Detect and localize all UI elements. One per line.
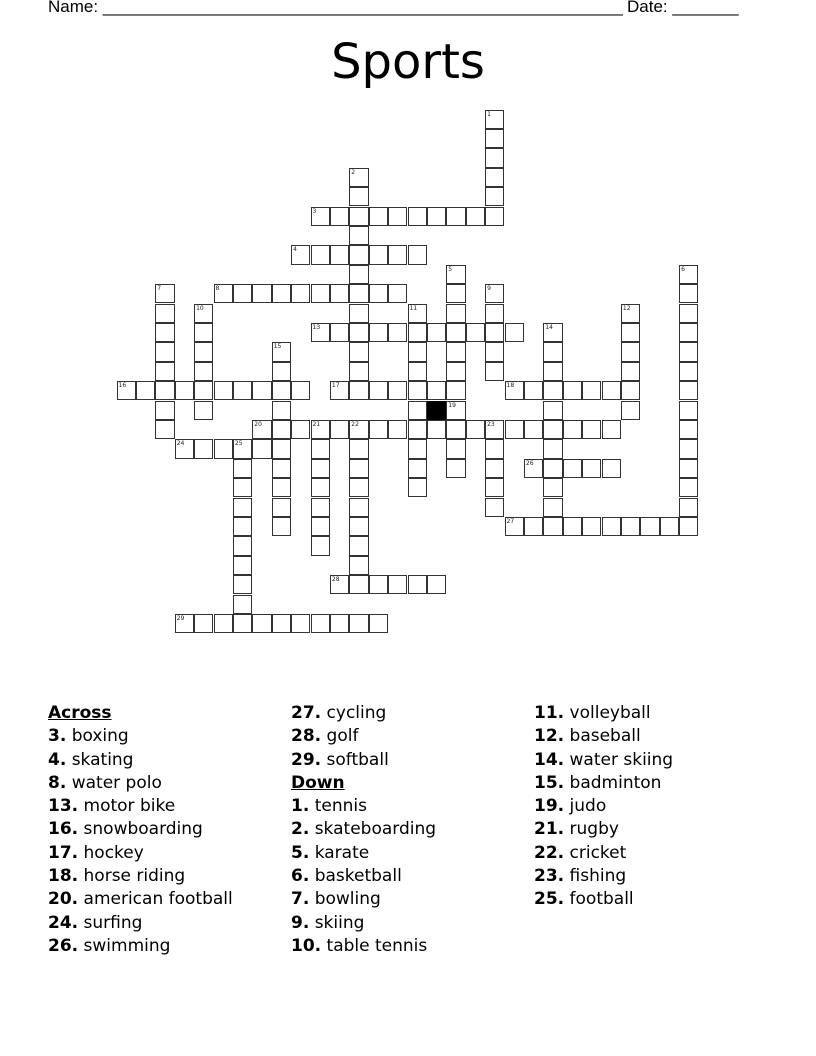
grid-cell[interactable] xyxy=(214,614,233,633)
grid-cell[interactable] xyxy=(233,536,252,555)
grid-cell[interactable] xyxy=(408,323,427,342)
grid-cell[interactable] xyxy=(369,284,388,303)
grid-cell[interactable] xyxy=(349,614,368,633)
grid-cell[interactable] xyxy=(291,245,310,264)
grid-cell[interactable] xyxy=(311,536,330,555)
grid-cell[interactable] xyxy=(311,439,330,458)
grid-cell[interactable] xyxy=(427,323,446,342)
name-blank[interactable]: _______________________________________________________ xyxy=(98,0,623,16)
grid-cell[interactable] xyxy=(272,362,291,381)
clue-item: 10. table tennis xyxy=(291,935,428,956)
grid-cell[interactable] xyxy=(388,381,407,400)
grid-cell[interactable] xyxy=(408,575,427,594)
grid-cell[interactable] xyxy=(252,381,271,400)
grid-cell[interactable] xyxy=(233,575,252,594)
grid-cell[interactable] xyxy=(311,323,330,342)
grid-cell[interactable] xyxy=(543,420,562,439)
grid-cell[interactable] xyxy=(214,381,233,400)
grid-cell[interactable] xyxy=(233,459,252,478)
across-heading: Across xyxy=(48,703,112,723)
grid-cell[interactable] xyxy=(349,517,368,536)
date-blank[interactable]: _______ xyxy=(667,0,739,16)
clue-item: 2. skateboarding xyxy=(291,819,437,840)
grid-cell[interactable] xyxy=(233,439,252,458)
grid-cell[interactable] xyxy=(543,381,562,400)
cell-number: 23 xyxy=(487,420,495,428)
grid-cell[interactable] xyxy=(369,575,388,594)
grid-cell[interactable] xyxy=(214,439,233,458)
grid-cell[interactable] xyxy=(621,323,640,342)
grid-cell[interactable] xyxy=(446,362,465,381)
grid-cell[interactable] xyxy=(272,478,291,497)
grid-cell[interactable] xyxy=(679,284,698,303)
grid-cell[interactable] xyxy=(408,439,427,458)
clue-item: 16. snowboarding xyxy=(48,819,203,840)
clue-item: 22. cricket xyxy=(534,842,627,863)
grid-cell[interactable] xyxy=(349,459,368,478)
grid-cell[interactable] xyxy=(349,478,368,497)
grid-cell[interactable] xyxy=(446,342,465,361)
grid-cell[interactable] xyxy=(349,381,368,400)
grid-cell[interactable] xyxy=(543,498,562,517)
grid-cell[interactable] xyxy=(485,342,504,361)
grid-cell[interactable] xyxy=(543,459,562,478)
grid-cell[interactable] xyxy=(272,614,291,633)
grid-cell[interactable] xyxy=(679,517,698,536)
grid-cell[interactable] xyxy=(485,168,504,187)
cell-number: 19 xyxy=(448,401,456,409)
grid-cell[interactable] xyxy=(485,362,504,381)
grid-cell[interactable] xyxy=(621,362,640,381)
grid-cell[interactable] xyxy=(524,381,543,400)
grid-cell[interactable] xyxy=(330,207,349,226)
name-label: Name: xyxy=(48,0,99,16)
grid-cell[interactable] xyxy=(349,342,368,361)
grid-cell[interactable] xyxy=(136,381,155,400)
grid-cell[interactable] xyxy=(446,420,465,439)
clue-item: 29. softball xyxy=(291,749,389,770)
grid-cell[interactable] xyxy=(272,381,291,400)
clue-item: 24. surfing xyxy=(48,912,143,933)
clue-item: 11. volleyball xyxy=(534,703,651,723)
grid-cell[interactable] xyxy=(272,459,291,478)
cell-number: 3 xyxy=(312,207,317,215)
grid-cell[interactable] xyxy=(311,284,330,303)
grid-cell[interactable] xyxy=(543,342,562,361)
grid-cell[interactable] xyxy=(369,614,388,633)
grid-cell[interactable] xyxy=(349,304,368,323)
clue-item: 20. american football xyxy=(48,889,233,910)
cell-number: 7 xyxy=(157,285,162,293)
clue-item: 27. cycling xyxy=(291,703,387,723)
grid-cell[interactable] xyxy=(155,401,174,420)
clue-item: 18. horse riding xyxy=(48,866,186,887)
grid-cell[interactable] xyxy=(388,245,407,264)
cell-number: 8 xyxy=(215,285,220,293)
grid-cell[interactable] xyxy=(621,304,640,323)
clue-item: 9. skiing xyxy=(291,912,365,933)
grid-cell[interactable] xyxy=(446,323,465,342)
grid-cell[interactable] xyxy=(679,439,698,458)
grid-cell[interactable] xyxy=(621,381,640,400)
grid-cell[interactable] xyxy=(408,478,427,497)
grid-cell[interactable] xyxy=(582,420,601,439)
grid-cell[interactable] xyxy=(505,323,524,342)
grid-cell[interactable] xyxy=(427,420,446,439)
grid-cell[interactable] xyxy=(679,342,698,361)
grid-cell[interactable] xyxy=(233,556,252,575)
grid-cell[interactable] xyxy=(388,323,407,342)
grid-cell[interactable] xyxy=(349,556,368,575)
grid-cell[interactable] xyxy=(563,420,582,439)
grid-cell[interactable] xyxy=(485,498,504,517)
grid-cell[interactable] xyxy=(408,304,427,323)
clue-item: 7. bowling xyxy=(291,889,381,910)
clue-item: 26. swimming xyxy=(48,935,171,956)
grid-cell[interactable] xyxy=(485,148,504,167)
cell-number: 29 xyxy=(176,614,185,622)
grid-cell[interactable] xyxy=(408,459,427,478)
grid-cell[interactable] xyxy=(524,517,543,536)
date-label: Date: xyxy=(627,0,668,16)
grid-cell[interactable] xyxy=(563,459,582,478)
grid-cell[interactable] xyxy=(349,575,368,594)
cell-number: 26 xyxy=(525,459,534,467)
black-cell xyxy=(427,401,446,420)
cell-number: 11 xyxy=(409,304,418,312)
grid-cell[interactable] xyxy=(408,381,427,400)
clue-item: 25. football xyxy=(534,889,634,910)
grid-cell[interactable] xyxy=(194,381,213,400)
grid-cell[interactable] xyxy=(349,362,368,381)
grid-cell[interactable] xyxy=(582,517,601,536)
grid-cell[interactable] xyxy=(485,478,504,497)
grid-cell[interactable] xyxy=(543,517,562,536)
grid-cell[interactable] xyxy=(369,420,388,439)
grid-cell[interactable] xyxy=(602,420,621,439)
clue-item: 17. hockey xyxy=(48,842,144,863)
grid-cell[interactable] xyxy=(194,304,213,323)
grid-cell[interactable] xyxy=(233,614,252,633)
cell-number: 24 xyxy=(176,440,185,448)
grid-cell[interactable] xyxy=(679,381,698,400)
grid-cell[interactable] xyxy=(311,478,330,497)
grid-cell[interactable] xyxy=(446,401,465,420)
grid-cell[interactable] xyxy=(272,439,291,458)
cell-number: 5 xyxy=(448,265,453,273)
grid-cell[interactable] xyxy=(349,207,368,226)
grid-cell[interactable] xyxy=(291,381,310,400)
grid-cell[interactable] xyxy=(485,459,504,478)
grid-cell[interactable] xyxy=(349,168,368,187)
grid-cell[interactable] xyxy=(194,323,213,342)
clue-item: 21. rugby xyxy=(534,819,619,840)
grid-cell[interactable] xyxy=(349,284,368,303)
grid-cell[interactable] xyxy=(349,420,368,439)
clues-column-1 xyxy=(48,702,233,958)
cell-number: 9 xyxy=(487,285,491,293)
grid-cell[interactable] xyxy=(330,245,349,264)
clue-item: 5. karate xyxy=(291,842,370,863)
grid-cell[interactable] xyxy=(621,517,640,536)
grid-cell[interactable] xyxy=(660,517,679,536)
grid-cell[interactable] xyxy=(194,401,213,420)
grid-cell[interactable] xyxy=(543,401,562,420)
clue-item: 4. skating xyxy=(48,749,134,770)
grid-cell[interactable] xyxy=(175,381,194,400)
grid-cell[interactable] xyxy=(446,265,465,284)
grid-cell[interactable] xyxy=(155,420,174,439)
clue-item: 19. judo xyxy=(534,796,607,817)
grid-cell[interactable] xyxy=(369,245,388,264)
grid-cell[interactable] xyxy=(582,459,601,478)
grid-cell[interactable] xyxy=(252,439,271,458)
grid-cell[interactable] xyxy=(427,381,446,400)
cell-number: 18 xyxy=(506,382,515,390)
grid-cell[interactable] xyxy=(602,459,621,478)
grid-cell[interactable] xyxy=(369,207,388,226)
grid-cell[interactable] xyxy=(446,439,465,458)
grid-cell[interactable] xyxy=(349,265,368,284)
grid-cell[interactable] xyxy=(388,575,407,594)
grid-cell[interactable] xyxy=(466,323,485,342)
grid-cell[interactable] xyxy=(408,245,427,264)
grid-cell[interactable] xyxy=(466,420,485,439)
cell-number: 1 xyxy=(487,110,491,118)
grid-cell[interactable] xyxy=(252,284,271,303)
clue-item: 3. boxing xyxy=(48,726,129,747)
clue-item: 8. water polo xyxy=(48,772,162,793)
grid-cell[interactable] xyxy=(272,517,291,536)
grid-cell[interactable] xyxy=(349,187,368,206)
clue-item: 13. motor bike xyxy=(48,796,176,817)
grid-cell[interactable] xyxy=(485,323,504,342)
clue-item: 6. basketball xyxy=(291,866,402,887)
grid-cell[interactable] xyxy=(446,381,465,400)
grid-cell[interactable] xyxy=(311,614,330,633)
cell-number: 25 xyxy=(234,440,243,448)
grid-cell[interactable] xyxy=(155,362,174,381)
grid-cell[interactable] xyxy=(679,323,698,342)
down-heading: Down xyxy=(291,772,345,793)
grid-cell[interactable] xyxy=(252,420,271,439)
grid-cell[interactable] xyxy=(485,439,504,458)
grid-cell[interactable] xyxy=(505,420,524,439)
grid-cell[interactable] xyxy=(524,420,543,439)
grid-cell[interactable] xyxy=(349,323,368,342)
grid-cell[interactable] xyxy=(291,420,310,439)
grid-cell[interactable] xyxy=(155,323,174,342)
grid-cell[interactable] xyxy=(485,304,504,323)
grid-cell[interactable] xyxy=(388,420,407,439)
grid-cell[interactable] xyxy=(311,420,330,439)
grid-cell[interactable] xyxy=(427,575,446,594)
grid-cell[interactable] xyxy=(485,187,504,206)
grid-cell[interactable] xyxy=(679,401,698,420)
grid-cell[interactable] xyxy=(408,420,427,439)
clues-column-2 xyxy=(291,702,436,958)
grid-cell[interactable] xyxy=(272,498,291,517)
cell-number: 6 xyxy=(681,265,685,273)
grid-cell[interactable] xyxy=(446,207,465,226)
grid-cell[interactable] xyxy=(311,245,330,264)
grid-cell[interactable] xyxy=(194,439,213,458)
grid-cell[interactable] xyxy=(272,401,291,420)
grid-cell[interactable] xyxy=(543,323,562,342)
grid-cell[interactable] xyxy=(330,381,349,400)
grid-cell[interactable] xyxy=(679,265,698,284)
grid-cell[interactable] xyxy=(175,439,194,458)
cell-number: 28 xyxy=(331,576,340,584)
grid-cell[interactable] xyxy=(330,614,349,633)
grid-cell[interactable] xyxy=(543,439,562,458)
grid-cell[interactable] xyxy=(330,284,349,303)
grid-cell[interactable] xyxy=(311,459,330,478)
grid-cell[interactable] xyxy=(485,284,504,303)
grid-cell[interactable] xyxy=(233,284,252,303)
clue-item: 14. water skiing xyxy=(534,749,674,770)
grid-cell[interactable] xyxy=(679,362,698,381)
grid-cell[interactable] xyxy=(330,420,349,439)
grid-cell[interactable] xyxy=(349,226,368,245)
grid-cell[interactable] xyxy=(369,323,388,342)
grid-cell[interactable] xyxy=(582,381,601,400)
grid-cell[interactable] xyxy=(505,517,524,536)
cell-number: 27 xyxy=(506,517,515,525)
cell-number: 15 xyxy=(273,343,282,351)
grid-cell[interactable] xyxy=(311,517,330,536)
grid-cell[interactable] xyxy=(621,401,640,420)
cell-number: 10 xyxy=(196,304,204,312)
grid-cell[interactable] xyxy=(311,498,330,517)
grid-cell[interactable] xyxy=(233,595,252,614)
grid-cell[interactable] xyxy=(388,207,407,226)
grid-cell[interactable] xyxy=(349,498,368,517)
grid-cell[interactable] xyxy=(602,381,621,400)
cell-number: 17 xyxy=(331,382,340,390)
grid-cell[interactable] xyxy=(679,304,698,323)
cell-number: 20 xyxy=(254,420,262,428)
cell-number: 16 xyxy=(118,382,127,390)
cell-number: 21 xyxy=(312,420,321,428)
page-title: Sports xyxy=(331,34,485,90)
grid-cell[interactable] xyxy=(505,381,524,400)
grid-cell[interactable] xyxy=(388,284,407,303)
grid-cell[interactable] xyxy=(155,284,174,303)
grid-cell[interactable] xyxy=(214,284,233,303)
grid-cell[interactable] xyxy=(233,381,252,400)
grid-cell[interactable] xyxy=(543,478,562,497)
grid-cell[interactable] xyxy=(485,420,504,439)
grid-cell[interactable] xyxy=(175,614,194,633)
grid-cell[interactable] xyxy=(563,517,582,536)
grid-cell[interactable] xyxy=(330,323,349,342)
clue-item: 15. badminton xyxy=(534,772,662,793)
grid-cell[interactable] xyxy=(311,207,330,226)
grid-cell[interactable] xyxy=(543,362,562,381)
grid-cell[interactable] xyxy=(679,498,698,517)
grid-cell[interactable] xyxy=(485,207,504,226)
grid-cell[interactable] xyxy=(155,381,174,400)
grid-cell[interactable] xyxy=(485,110,504,129)
grid-cell[interactable] xyxy=(466,207,485,226)
grid-cell[interactable] xyxy=(408,207,427,226)
grid-cell[interactable] xyxy=(252,614,271,633)
grid-cell[interactable] xyxy=(349,245,368,264)
clue-item: 1. tennis xyxy=(291,796,367,817)
cell-number: 12 xyxy=(622,304,631,312)
clue-item: 23. fishing xyxy=(534,866,627,887)
grid-cell[interactable] xyxy=(446,284,465,303)
grid-cell[interactable] xyxy=(485,129,504,148)
grid-cell[interactable] xyxy=(233,517,252,536)
grid-cell[interactable] xyxy=(621,342,640,361)
cell-number: 2 xyxy=(351,168,356,176)
grid-cell[interactable] xyxy=(233,478,252,497)
grid-cell[interactable] xyxy=(446,459,465,478)
grid-cell[interactable] xyxy=(155,304,174,323)
cell-number: 22 xyxy=(351,420,359,428)
grid-cell[interactable] xyxy=(155,342,174,361)
grid-cell[interactable] xyxy=(427,207,446,226)
grid-cell[interactable] xyxy=(349,536,368,555)
grid-cell[interactable] xyxy=(408,342,427,361)
grid-cell[interactable] xyxy=(194,614,213,633)
grid-cell[interactable] xyxy=(272,284,291,303)
grid-cell[interactable] xyxy=(679,459,698,478)
clue-item: 12. baseball xyxy=(534,726,641,747)
grid-cell[interactable] xyxy=(349,439,368,458)
clue-item: 28. golf xyxy=(291,726,359,747)
grid-cell[interactable] xyxy=(291,284,310,303)
grid-cell[interactable] xyxy=(291,614,310,633)
grid-cell[interactable] xyxy=(194,362,213,381)
cell-number: 14 xyxy=(545,323,553,331)
grid-cell[interactable] xyxy=(408,401,427,420)
grid-cell[interactable] xyxy=(602,517,621,536)
grid-cell[interactable] xyxy=(679,420,698,439)
grid-cell[interactable] xyxy=(233,498,252,517)
grid-cell[interactable] xyxy=(330,575,349,594)
cell-number: 13 xyxy=(312,323,321,331)
grid-cell[interactable] xyxy=(369,381,388,400)
grid-cell[interactable] xyxy=(446,304,465,323)
cell-number: 4 xyxy=(293,246,297,254)
grid-cell[interactable] xyxy=(117,381,136,400)
grid-cell[interactable] xyxy=(272,420,291,439)
grid-cell[interactable] xyxy=(640,517,659,536)
clues-column-3 xyxy=(534,702,673,912)
grid-cell[interactable] xyxy=(563,381,582,400)
grid-cell[interactable] xyxy=(524,459,543,478)
grid-cell[interactable] xyxy=(408,362,427,381)
grid-cell[interactable] xyxy=(272,342,291,361)
grid-cell[interactable] xyxy=(194,342,213,361)
grid-cell[interactable] xyxy=(679,478,698,497)
